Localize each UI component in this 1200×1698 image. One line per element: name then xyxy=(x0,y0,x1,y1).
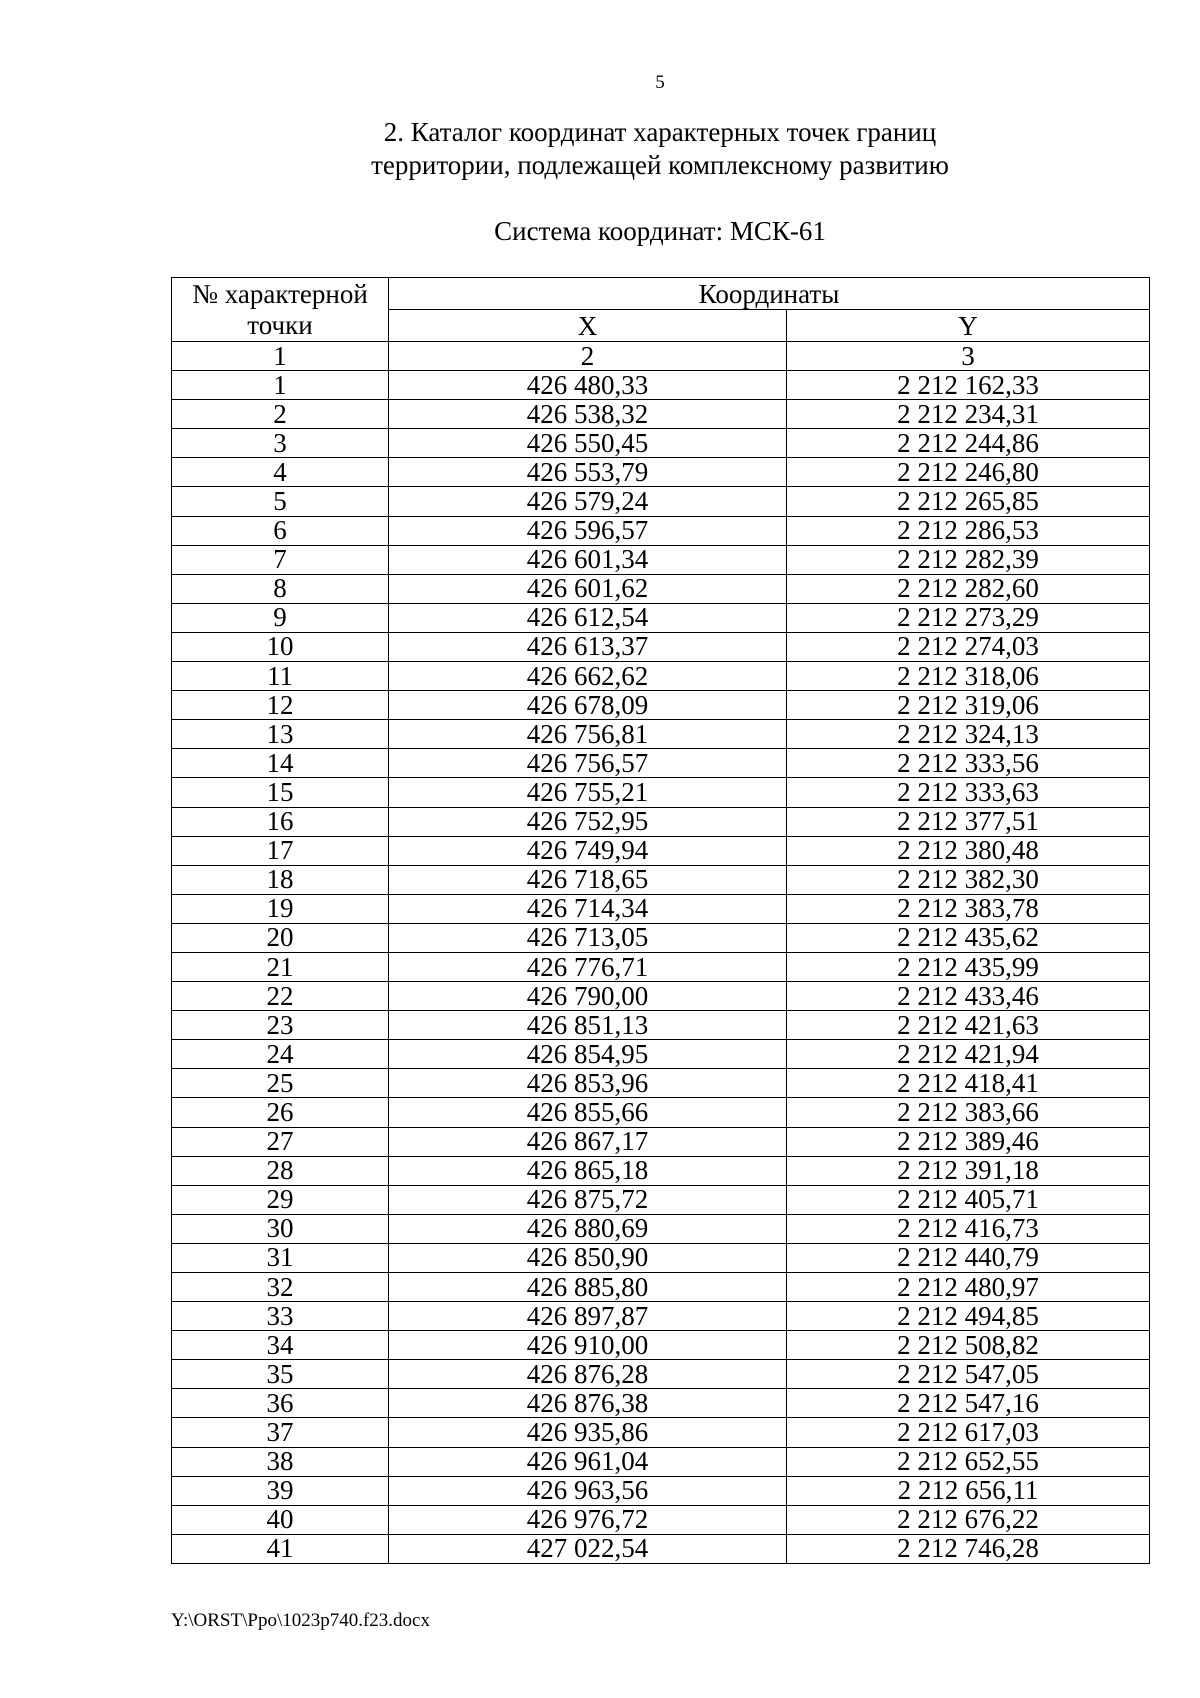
point-number-cell: 40 xyxy=(172,1505,389,1534)
table-row xyxy=(172,632,1150,661)
y-coordinate-cell: 2 212 435,99 xyxy=(787,952,1150,981)
point-number-cell: 28 xyxy=(172,1156,389,1185)
point-number-cell: 9 xyxy=(172,603,389,632)
x-coordinate-cell: 426 851,13 xyxy=(389,1011,787,1040)
coordinates-table xyxy=(171,277,1150,1564)
y-coordinate-cell: 2 212 421,63 xyxy=(787,1011,1150,1040)
y-coordinate-cell: 2 212 244,86 xyxy=(787,429,1150,458)
y-coordinate-cell: 2 212 286,53 xyxy=(787,516,1150,545)
header-point-number xyxy=(172,278,389,342)
table-row xyxy=(172,923,1150,952)
x-coordinate-cell: 426 550,45 xyxy=(389,429,787,458)
x-coordinate-cell: 426 596,57 xyxy=(389,516,787,545)
point-number-cell: 20 xyxy=(172,923,389,952)
y-coordinate-cell: 2 212 617,03 xyxy=(787,1418,1150,1447)
y-coordinate-cell: 2 212 382,30 xyxy=(787,865,1150,894)
table-row xyxy=(172,1389,1150,1418)
y-coordinate-cell: 2 212 418,41 xyxy=(787,1069,1150,1098)
y-coordinate-cell: 2 212 383,66 xyxy=(787,1098,1150,1127)
point-number-cell: 3 xyxy=(172,429,389,458)
point-number-cell: 15 xyxy=(172,778,389,807)
y-coordinate-cell: 2 212 234,31 xyxy=(787,400,1150,429)
x-coordinate-cell: 426 662,62 xyxy=(389,662,787,691)
y-coordinate-cell: 2 212 480,97 xyxy=(787,1273,1150,1302)
table-row xyxy=(172,487,1150,516)
y-coordinate-cell: 2 212 416,73 xyxy=(787,1214,1150,1243)
table-row xyxy=(172,1243,1150,1272)
table-row xyxy=(172,516,1150,545)
column-number-row xyxy=(172,342,1150,371)
table-row xyxy=(172,1273,1150,1302)
y-coordinate-cell: 2 212 282,60 xyxy=(787,574,1150,603)
x-coordinate-cell: 426 678,09 xyxy=(389,691,787,720)
y-coordinate-cell: 2 212 333,63 xyxy=(787,778,1150,807)
table-row xyxy=(172,1360,1150,1389)
x-coordinate-cell: 426 867,17 xyxy=(389,1127,787,1156)
point-number-cell: 22 xyxy=(172,982,389,1011)
table-body xyxy=(172,342,1150,1564)
point-number-cell: 39 xyxy=(172,1476,389,1505)
x-coordinate-cell: 426 897,87 xyxy=(389,1302,787,1331)
y-coordinate-cell: 2 212 547,05 xyxy=(787,1360,1150,1389)
x-coordinate-cell: 426 613,37 xyxy=(389,632,787,661)
header-point-number-line1: № характерной xyxy=(192,278,368,309)
table-row xyxy=(172,691,1150,720)
x-coordinate-cell: 426 875,72 xyxy=(389,1185,787,1214)
table-row xyxy=(172,545,1150,574)
x-coordinate-cell: 426 961,04 xyxy=(389,1447,787,1476)
table-row xyxy=(172,1476,1150,1505)
x-coordinate-cell: 426 538,32 xyxy=(389,400,787,429)
y-coordinate-cell: 2 212 435,62 xyxy=(787,923,1150,952)
table-row xyxy=(172,807,1150,836)
x-coordinate-cell: 426 880,69 xyxy=(389,1214,787,1243)
point-number-cell: 11 xyxy=(172,662,389,691)
x-coordinate-cell: 426 790,00 xyxy=(389,982,787,1011)
x-coordinate-cell: 426 865,18 xyxy=(389,1156,787,1185)
table-row xyxy=(172,1505,1150,1534)
point-number-cell: 31 xyxy=(172,1243,389,1272)
footer-file-path: Y:\ORST\Ppo\1023p740.f23.docx xyxy=(171,1610,430,1631)
x-coordinate-cell: 426 910,00 xyxy=(389,1331,787,1360)
table-row xyxy=(172,720,1150,749)
point-number-cell: 26 xyxy=(172,1098,389,1127)
table-row xyxy=(172,1127,1150,1156)
table-row xyxy=(172,458,1150,487)
table-row xyxy=(172,894,1150,923)
y-coordinate-cell: 2 212 746,28 xyxy=(787,1534,1150,1563)
header-coordinates: Координаты xyxy=(389,278,1150,310)
x-coordinate-cell: 427 022,54 xyxy=(389,1534,787,1563)
y-coordinate-cell: 2 212 656,11 xyxy=(787,1476,1150,1505)
point-number-cell: 4 xyxy=(172,458,389,487)
y-coordinate-cell: 2 212 246,80 xyxy=(787,458,1150,487)
point-number-cell: 27 xyxy=(172,1127,389,1156)
y-coordinate-cell: 2 212 274,03 xyxy=(787,632,1150,661)
table-row xyxy=(172,1534,1150,1563)
table-row xyxy=(172,1156,1150,1185)
point-number-cell: 30 xyxy=(172,1214,389,1243)
table-row xyxy=(172,749,1150,778)
table-row xyxy=(172,778,1150,807)
x-coordinate-cell: 426 756,81 xyxy=(389,720,787,749)
table-row xyxy=(172,1447,1150,1476)
x-coordinate-cell: 426 963,56 xyxy=(389,1476,787,1505)
x-coordinate-cell: 426 579,24 xyxy=(389,487,787,516)
point-number-cell: 16 xyxy=(172,807,389,836)
y-coordinate-cell: 2 212 377,51 xyxy=(787,807,1150,836)
table-row xyxy=(172,1302,1150,1331)
point-number-cell: 6 xyxy=(172,516,389,545)
x-coordinate-cell: 426 755,21 xyxy=(389,778,787,807)
point-number-cell: 7 xyxy=(172,545,389,574)
x-coordinate-cell: 426 752,95 xyxy=(389,807,787,836)
x-coordinate-cell: 426 850,90 xyxy=(389,1243,787,1272)
y-coordinate-cell: 2 212 389,46 xyxy=(787,1127,1150,1156)
x-coordinate-cell: 426 876,38 xyxy=(389,1389,787,1418)
table-row xyxy=(172,1011,1150,1040)
y-coordinate-cell: 2 212 333,56 xyxy=(787,749,1150,778)
x-coordinate-cell: 426 718,65 xyxy=(389,865,787,894)
document-title xyxy=(0,116,1200,182)
y-coordinate-cell: 2 212 162,33 xyxy=(787,371,1150,400)
x-coordinate-cell: 426 553,79 xyxy=(389,458,787,487)
table-row xyxy=(172,400,1150,429)
column-number-3: 3 xyxy=(787,342,1150,371)
point-number-cell: 19 xyxy=(172,894,389,923)
x-coordinate-cell: 426 855,66 xyxy=(389,1098,787,1127)
x-coordinate-cell: 426 876,28 xyxy=(389,1360,787,1389)
point-number-cell: 10 xyxy=(172,632,389,661)
column-number-1: 1 xyxy=(172,342,389,371)
point-number-cell: 13 xyxy=(172,720,389,749)
x-coordinate-cell: 426 756,57 xyxy=(389,749,787,778)
y-coordinate-cell: 2 212 282,39 xyxy=(787,545,1150,574)
y-coordinate-cell: 2 212 273,29 xyxy=(787,603,1150,632)
x-coordinate-cell: 426 885,80 xyxy=(389,1273,787,1302)
y-coordinate-cell: 2 212 405,71 xyxy=(787,1185,1150,1214)
point-number-cell: 29 xyxy=(172,1185,389,1214)
x-coordinate-cell: 426 935,86 xyxy=(389,1418,787,1447)
x-coordinate-cell: 426 776,71 xyxy=(389,952,787,981)
y-coordinate-cell: 2 212 433,46 xyxy=(787,982,1150,1011)
table-row xyxy=(172,1098,1150,1127)
table-header xyxy=(172,278,1150,342)
x-coordinate-cell: 426 601,34 xyxy=(389,545,787,574)
point-number-cell: 37 xyxy=(172,1418,389,1447)
point-number-cell: 36 xyxy=(172,1389,389,1418)
table-row xyxy=(172,1040,1150,1069)
page-number: 5 xyxy=(655,72,665,93)
y-coordinate-cell: 2 212 318,06 xyxy=(787,662,1150,691)
y-coordinate-cell: 2 212 383,78 xyxy=(787,894,1150,923)
table-row xyxy=(172,1331,1150,1360)
title-line-2: территории, подлежащей комплексному развитию xyxy=(371,150,949,180)
point-number-cell: 33 xyxy=(172,1302,389,1331)
x-coordinate-cell: 426 601,62 xyxy=(389,574,787,603)
table-row xyxy=(172,1214,1150,1243)
x-coordinate-cell: 426 714,34 xyxy=(389,894,787,923)
point-number-cell: 18 xyxy=(172,865,389,894)
table-row xyxy=(172,429,1150,458)
point-number-cell: 17 xyxy=(172,836,389,865)
y-coordinate-cell: 2 212 440,79 xyxy=(787,1243,1150,1272)
x-coordinate-cell: 426 854,95 xyxy=(389,1040,787,1069)
table-row xyxy=(172,662,1150,691)
x-coordinate-cell: 426 976,72 xyxy=(389,1505,787,1534)
y-coordinate-cell: 2 212 380,48 xyxy=(787,836,1150,865)
point-number-cell: 14 xyxy=(172,749,389,778)
y-coordinate-cell: 2 212 421,94 xyxy=(787,1040,1150,1069)
y-coordinate-cell: 2 212 508,82 xyxy=(787,1331,1150,1360)
table-row xyxy=(172,865,1150,894)
title-line-1: 2. Каталог координат характерных точек границ xyxy=(383,117,937,147)
point-number-cell: 8 xyxy=(172,574,389,603)
point-number-cell: 5 xyxy=(172,487,389,516)
point-number-cell: 1 xyxy=(172,371,389,400)
point-number-cell: 41 xyxy=(172,1534,389,1563)
x-coordinate-cell: 426 612,54 xyxy=(389,603,787,632)
point-number-cell: 38 xyxy=(172,1447,389,1476)
y-coordinate-cell: 2 212 494,85 xyxy=(787,1302,1150,1331)
point-number-cell: 25 xyxy=(172,1069,389,1098)
table-row xyxy=(172,952,1150,981)
y-coordinate-cell: 2 212 391,18 xyxy=(787,1156,1150,1185)
x-coordinate-cell: 426 713,05 xyxy=(389,923,787,952)
table-row xyxy=(172,1069,1150,1098)
point-number-cell: 24 xyxy=(172,1040,389,1069)
table-row xyxy=(172,574,1150,603)
table-row xyxy=(172,1418,1150,1447)
table-row xyxy=(172,836,1150,865)
x-coordinate-cell: 426 749,94 xyxy=(389,836,787,865)
point-number-cell: 34 xyxy=(172,1331,389,1360)
point-number-cell: 23 xyxy=(172,1011,389,1040)
table-row xyxy=(172,1185,1150,1214)
coordinate-system-label: Система координат: МСК-61 xyxy=(494,216,826,246)
y-coordinate-cell: 2 212 324,13 xyxy=(787,720,1150,749)
point-number-cell: 2 xyxy=(172,400,389,429)
y-coordinate-cell: 2 212 265,85 xyxy=(787,487,1150,516)
column-number-2: 2 xyxy=(389,342,787,371)
y-coordinate-cell: 2 212 676,22 xyxy=(787,1505,1150,1534)
point-number-cell: 21 xyxy=(172,952,389,981)
x-coordinate-cell: 426 480,33 xyxy=(389,371,787,400)
y-coordinate-cell: 2 212 652,55 xyxy=(787,1447,1150,1476)
y-coordinate-cell: 2 212 547,16 xyxy=(787,1389,1150,1418)
point-number-cell: 12 xyxy=(172,691,389,720)
point-number-cell: 35 xyxy=(172,1360,389,1389)
point-number-cell: 32 xyxy=(172,1273,389,1302)
header-point-number-line2: точки xyxy=(247,309,313,340)
table-row xyxy=(172,603,1150,632)
table-row xyxy=(172,371,1150,400)
header-x: X xyxy=(389,310,787,342)
header-y: Y xyxy=(787,310,1150,342)
x-coordinate-cell: 426 853,96 xyxy=(389,1069,787,1098)
table-row xyxy=(172,982,1150,1011)
y-coordinate-cell: 2 212 319,06 xyxy=(787,691,1150,720)
